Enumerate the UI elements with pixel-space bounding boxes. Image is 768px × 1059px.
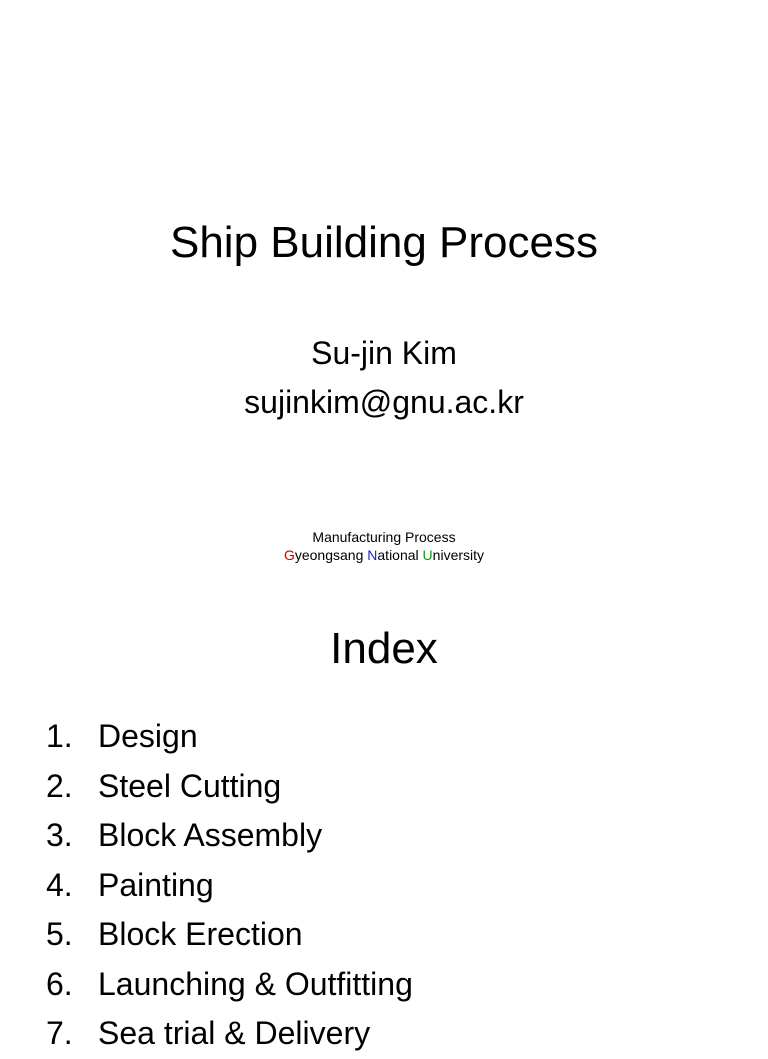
- index-item-number: 4.: [46, 866, 73, 903]
- index-item: [0, 960, 768, 1010]
- index-item: [0, 1009, 768, 1059]
- university-word-national: ational: [377, 547, 423, 563]
- index-item-label: Sea trial & Delivery: [98, 1015, 371, 1051]
- index-item-label: Painting: [98, 866, 214, 903]
- index-item: [0, 910, 768, 960]
- author-email: sujinkim@gnu.ac.kr: [244, 384, 524, 420]
- university-word-university: niversity: [432, 547, 485, 563]
- university-initial-g: G: [283, 547, 295, 563]
- index-item-number: 2.: [46, 767, 73, 804]
- index-item-label: Steel Cutting: [98, 767, 282, 804]
- index-item-label: Block Erection: [98, 916, 303, 952]
- index-item-label: Block Assembly: [98, 817, 323, 853]
- index-item-label: Launching & Outfitting: [98, 965, 413, 1002]
- slide-title: Ship Building Process: [169, 218, 598, 267]
- university-word-gyeongsang: yeongsang: [294, 547, 368, 563]
- index-item-number: 7.: [46, 1015, 73, 1051]
- course-name: Manufacturing Process: [312, 529, 456, 545]
- university-initial-u: U: [422, 547, 433, 563]
- index-item: [0, 811, 768, 861]
- index-item: [0, 861, 768, 911]
- index-item-number: 5.: [46, 916, 73, 952]
- index-item-number: 6.: [46, 965, 73, 1002]
- index-item-number: 1.: [46, 718, 73, 754]
- index-list: [0, 712, 768, 1059]
- index-heading: Index: [330, 624, 438, 673]
- index-item-label: Design: [98, 718, 198, 754]
- university-initial-n: N: [367, 547, 378, 563]
- university-name: [0, 547, 768, 564]
- index-item: [0, 712, 768, 762]
- author-name: Su-jin Kim: [311, 335, 457, 371]
- index-item-number: 3.: [46, 817, 73, 853]
- index-item: [0, 762, 768, 812]
